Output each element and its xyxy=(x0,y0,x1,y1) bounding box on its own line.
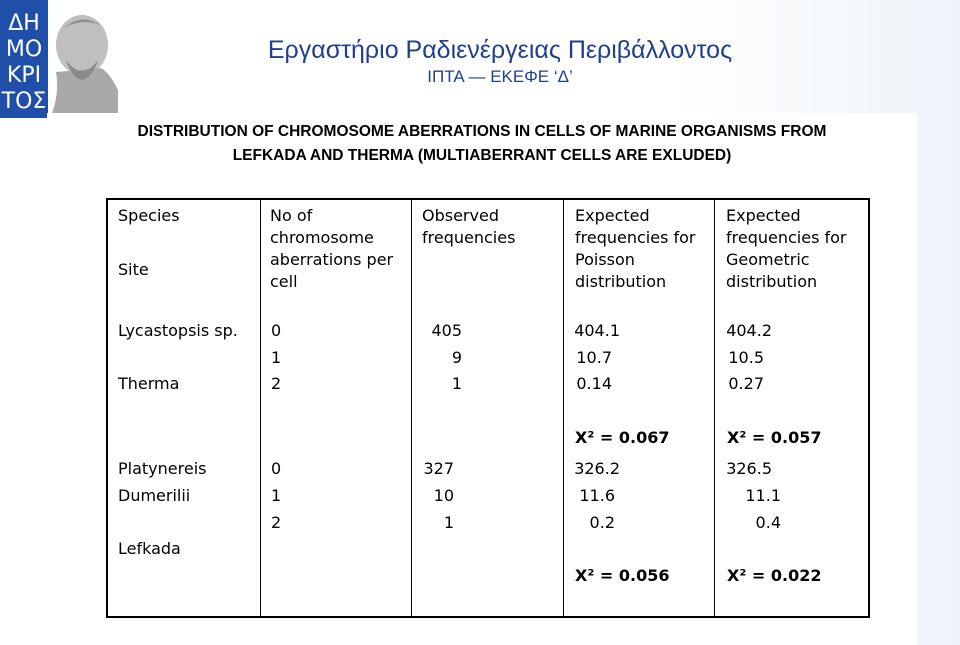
site-name: Therma xyxy=(118,374,180,393)
chi-square-geometric: Χ² = 0.022 xyxy=(727,566,822,585)
aberration-count: 1 xyxy=(271,486,282,505)
header-geometric: Expected xyxy=(726,206,801,225)
column-divider xyxy=(411,198,412,618)
geometric-value: 0.4 xyxy=(755,513,781,532)
aberration-count: 1 xyxy=(271,348,282,367)
species-name: Platynereis xyxy=(118,459,207,478)
geometric-value: 11.1 xyxy=(745,486,781,505)
aberration-count: 2 xyxy=(271,374,282,393)
svg-text:ΜΟ: ΜΟ xyxy=(5,37,43,62)
poisson-value: 326.2 xyxy=(574,459,620,478)
species-name: Dumerilii xyxy=(118,486,191,505)
chi-square-poisson: Χ² = 0.056 xyxy=(575,566,670,585)
svg-text:ΚΡΙ: ΚΡΙ xyxy=(6,63,42,88)
geometric-value: 326.5 xyxy=(726,459,772,478)
document-title xyxy=(47,120,917,168)
observed-value: 327 xyxy=(423,459,454,478)
geometric-value: 10.5 xyxy=(728,348,764,367)
header-site: Site xyxy=(118,260,149,279)
lab-subtitle: ΙΠΤΑ — ΕΚΕΦΕ ‘Δ’ xyxy=(427,67,573,86)
header-species: Species xyxy=(118,206,180,225)
aberration-count: 0 xyxy=(271,459,282,478)
poisson-value: 11.6 xyxy=(579,486,615,505)
svg-text:ΔΗ: ΔΗ xyxy=(8,11,40,36)
document-title-line1: DISTRIBUTION OF CHROMOSOME ABERRATIONS IN CELLS OF MARINE ORGANISMS FROM xyxy=(137,123,827,140)
header-geometric: frequencies for xyxy=(726,228,847,247)
header-aberrations: No of xyxy=(270,206,313,225)
header-observed: frequencies xyxy=(422,228,516,247)
observed-value: 1 xyxy=(443,513,454,532)
poisson-value: 0.2 xyxy=(589,513,615,532)
poisson-value: 0.14 xyxy=(576,374,612,393)
header-aberrations: aberrations per xyxy=(270,250,394,269)
header-observed: Observed xyxy=(422,206,499,225)
svg-text:ΤΟΣ: ΤΟΣ xyxy=(1,89,47,114)
aberration-count: 0 xyxy=(271,321,282,340)
observed-value: 1 xyxy=(451,374,462,393)
header-poisson: Expected xyxy=(575,206,650,225)
poisson-value: 404.1 xyxy=(574,321,620,340)
document-title-line2: LEFKADA AND THERMA (MULTIABERRANT CELLS ARE EXLUDED) xyxy=(232,147,732,164)
lab-title: Εργαστήριο Ραδιενέργειας Περιβάλλοντος xyxy=(267,36,733,64)
column-divider xyxy=(714,198,715,618)
site-name: Lefkada xyxy=(118,539,181,558)
header-poisson: distribution xyxy=(575,272,667,291)
header-geometric: Geometric xyxy=(726,250,810,269)
header-aberrations: chromosome xyxy=(270,228,374,247)
observed-value: 9 xyxy=(451,348,462,367)
observed-value: 10 xyxy=(433,486,454,505)
header-aberrations: cell xyxy=(270,272,298,291)
geometric-value: 404.2 xyxy=(726,321,772,340)
header-poisson: frequencies for xyxy=(575,228,696,247)
header-geometric: distribution xyxy=(726,272,818,291)
chi-square-geometric: Χ² = 0.057 xyxy=(727,428,822,447)
observed-value: 405 xyxy=(431,321,462,340)
chi-square-poisson: Χ² = 0.067 xyxy=(575,428,670,447)
column-divider xyxy=(563,198,564,618)
aberration-count: 2 xyxy=(271,513,282,532)
poisson-value: 10.7 xyxy=(576,348,612,367)
header-poisson: Poisson xyxy=(575,250,635,269)
column-divider xyxy=(260,198,261,618)
species-name: Lycastopsis sp. xyxy=(118,321,238,340)
geometric-value: 0.27 xyxy=(728,374,764,393)
